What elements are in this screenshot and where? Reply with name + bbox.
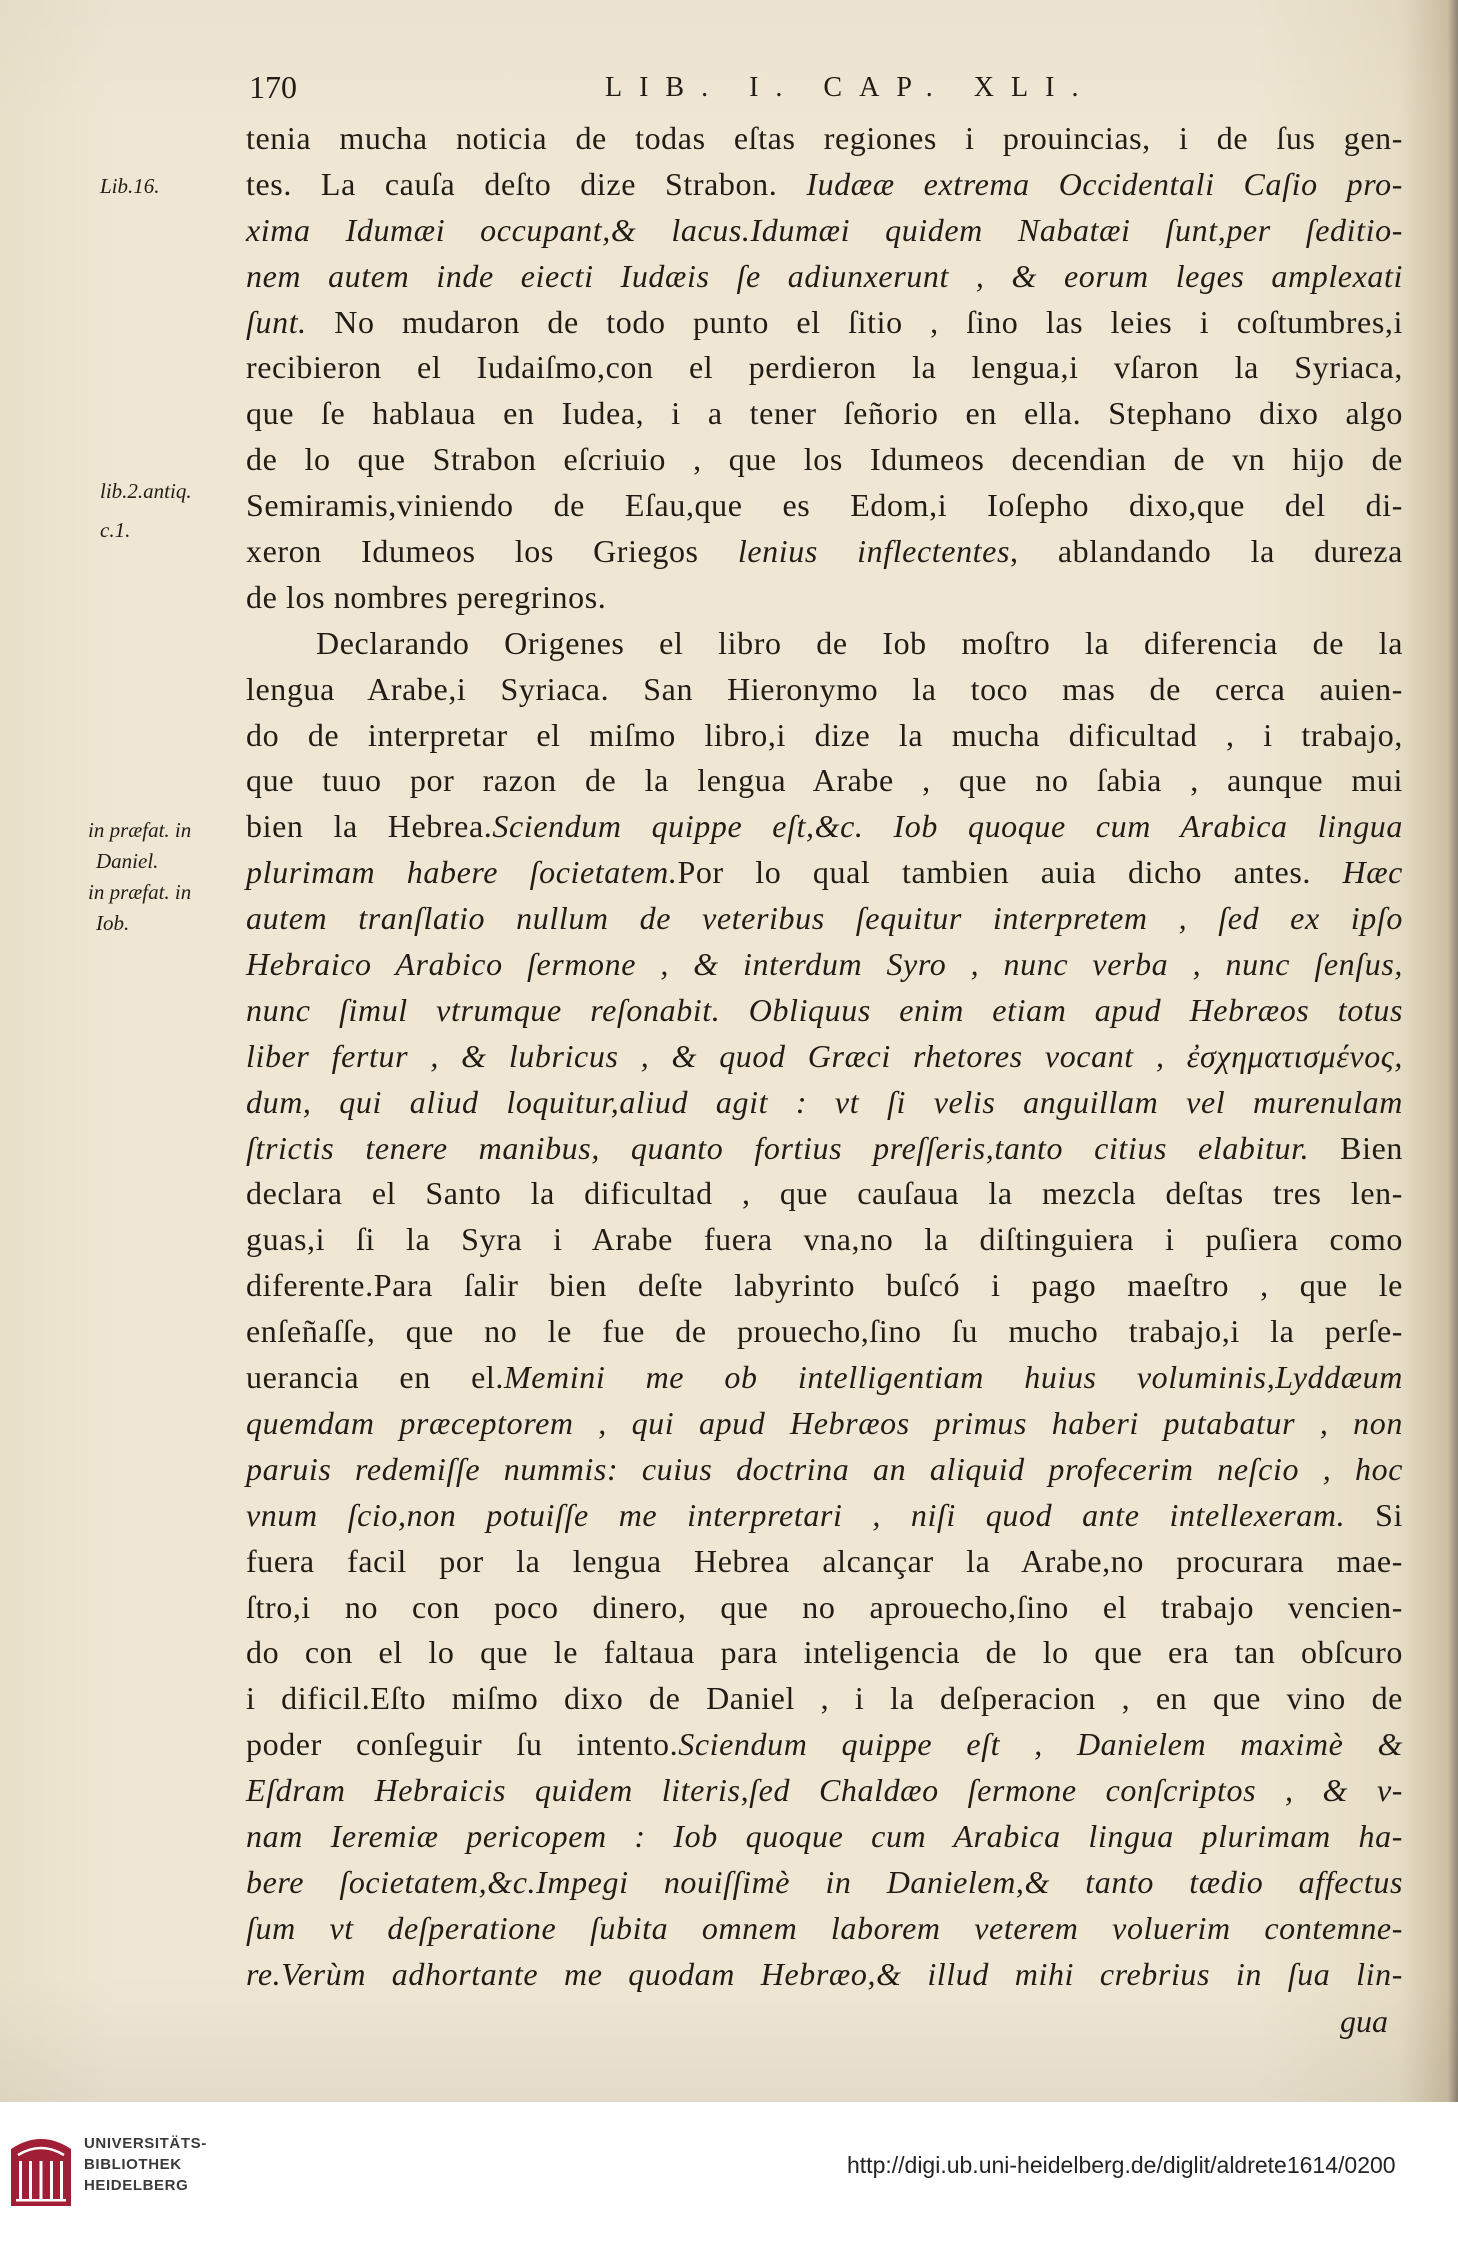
italic-text: Sciendum quippe eſt,&c. Iob quoque cum Arabica lingua (492, 808, 1403, 845)
italic-text: nem autem inde eiecti Iudæis ſe adiunxerunt , & eorum leges amplexati (246, 257, 1403, 294)
roman-text: guas,i ſi la Syra i Arabe fuera vna,no la diſtinguiera i puſiera como (246, 1221, 1403, 1258)
text-line (246, 162, 1403, 208)
digitization-footer (0, 2102, 1458, 2242)
roman-text: poder conſeguir ſu intento. (246, 1726, 679, 1763)
italic-text: Iudææ extrema Occidentali Caſio pro- (806, 165, 1403, 202)
text-line (246, 1906, 1403, 1952)
roman-text: bien la Hebrea. (246, 808, 493, 845)
library-name (84, 2133, 207, 2196)
page-number: 170 (249, 69, 297, 105)
margin-note-line: c.1. (100, 518, 131, 542)
text-line (246, 1539, 1403, 1585)
roman-text: de lo que Strabon eſcriuio , que los Idumeos decendian de vn hijo de (246, 441, 1403, 478)
roman-text: Por lo qual tambien auia dicho antes. (677, 854, 1343, 891)
italic-text: dum, qui aliud loquitur,aliud agit : vt ſi velis anguillam vel murenulam (246, 1083, 1403, 1120)
text-line (246, 758, 1403, 804)
roman-text: ſtro,i no con poco dinero, que no aprouecho,ſino el trabajo vencien- (246, 1588, 1403, 1625)
margin-note (100, 172, 160, 200)
text-line (246, 804, 1403, 850)
library-logo-icon-graphic (8, 2131, 74, 2207)
roman-text: No mudaron de todo punto el ſitio , ſino las leies i coſtumbres,i (306, 303, 1403, 340)
italic-text: Hæc (1342, 854, 1403, 891)
italic-text: vnum ſcio,non potuiſſe me interpretari , niſi quod ante intellexeram. (246, 1496, 1346, 1533)
roman-text: lengua Arabe,i Syriaca. San Hieronymo la toco mas de cerca auien- (246, 670, 1403, 707)
roman-text: tenia mucha noticia de todas eſtas regiones i prouincias, i de ſus gen- (246, 120, 1403, 156)
roman-text: diferente.Para ſalir bien deſte labyrinto buſcó i pago maeſtro , que le (246, 1267, 1403, 1304)
roman-text: xeron Idumeos los Griegos (246, 533, 738, 570)
text-line (246, 1126, 1403, 1172)
text-line (246, 391, 1403, 437)
italic-text: nunc ſimul vtrumque reſonabit. Obliquus enim etiam apud Hebræos totus (246, 991, 1403, 1028)
text-line (246, 1676, 1403, 1722)
italic-text: re.Verùm adhortante me quodam Hebræo,& illud mihi crebrius in ſua lin- (246, 1955, 1403, 1992)
roman-text: i dificil.Eſto miſmo dixo de Daniel , i la deſperacion , en que vino de (246, 1680, 1403, 1717)
text-line (246, 483, 1403, 529)
text-line (246, 1860, 1403, 1906)
italic-text: ſtrictis tenere manibus, quanto fortius preſſeris,tanto citius elabitur. (246, 1129, 1310, 1166)
italic-text: quemdam præceptorem , qui apud Hebræos primus haberi putabatur , non (246, 1404, 1403, 1441)
text-line (246, 437, 1403, 483)
text-line (246, 850, 1403, 896)
text-line (246, 116, 1403, 162)
text-line (246, 1263, 1403, 1309)
italic-text: Memini me ob intelligentiam huius voluminis,Lyddæum (503, 1359, 1403, 1396)
text-line (246, 254, 1403, 300)
text-line (246, 208, 1403, 254)
text-line (246, 667, 1403, 713)
text-line (246, 1493, 1403, 1539)
italic-text: nam Ieremiæ pericopem : Iob quoque cum Arabica lingua plurimam ha- (246, 1817, 1403, 1854)
italic-text: bere ſocietatem,&c.Impegi nouiſſimè in Danielem,& tanto tædio affectus (246, 1863, 1403, 1900)
catchword: gua (1340, 2003, 1388, 2039)
roman-text: declara el Santo la dificultad , que cauſaua la mezcla deſtas tres len- (246, 1175, 1403, 1212)
roman-text: , ablandando la dureza (1010, 533, 1403, 570)
roman-text: Bien (1309, 1129, 1404, 1166)
roman-text: do de interpretar el miſmo libro,i dize la mucha dificultad , i trabajo, (246, 716, 1403, 753)
roman-text: Si (1345, 1496, 1403, 1533)
roman-text: de los nombres peregrinos. (246, 578, 607, 615)
library-logo-icon (8, 2131, 74, 2207)
text-line (246, 1355, 1403, 1401)
margin-note (100, 472, 192, 550)
italic-text: Eſdram Hebraicis quidem literis,ſed Chaldæo ſermone conſcriptos , & v- (246, 1772, 1403, 1809)
italic-text: Sciendum quippe eſt , Danielem maximè & (678, 1726, 1403, 1763)
body-text (246, 116, 1403, 1998)
roman-text: recibieron el Iudaiſmo,con el perdieron la lengua,i vſaron la Syriaca, (246, 349, 1403, 386)
italic-text: plurimam habere ſocietatem. (246, 854, 678, 891)
text-line (246, 1814, 1403, 1860)
text-line (246, 1722, 1403, 1768)
text-line (246, 300, 1403, 346)
library-name-line: HEIDELBERG (84, 2177, 189, 2194)
permalink-url: http://digi.ub.uni-heidelberg.de/diglit/aldrete1614/0200 (847, 2152, 1396, 2178)
text-line (246, 1034, 1403, 1080)
text-line (246, 713, 1403, 759)
italic-text: xima Idumæi occupant,& lacus.Idumæi quidem Nabatæi ſunt,per ſeditio- (246, 211, 1403, 248)
text-line (246, 1447, 1403, 1493)
italic-text: liber fertur , & lubricus , & quod Græci rhetores vocant , ἐσχηματισμένος, (246, 1037, 1403, 1074)
text-line (246, 1585, 1403, 1631)
margin-note-line: in præfat. in (88, 880, 192, 904)
roman-text: enſeñaſſe, que no le fue de prouecho,ſino ſu mucho trabajo,i la perſe- (246, 1313, 1403, 1350)
roman-text: que tuuo por razon de la lengua Arabe , que no ſabia , aunque mui (246, 762, 1403, 799)
text-line (246, 942, 1403, 988)
margin-note-line: lib.2.antiq. (100, 479, 192, 503)
library-name-line: UNIVERSITÄTS- (84, 2135, 207, 2152)
text-line (246, 1768, 1403, 1814)
roman-text: tes. La cauſa deſto dize Strabon. (246, 165, 807, 202)
margin-note-line: in præfat. in (88, 818, 192, 842)
margin-note-line: Lib.16. (100, 174, 160, 198)
italic-text: autem tranſlatio nullum de veteribus ſequitur interpretem , ſed ex ipſo (246, 900, 1403, 937)
text-line (246, 1952, 1403, 1998)
italic-text: ſunt. (246, 303, 307, 340)
italic-text: paruis redemiſſe nummis: cuius doctrina an aliquid profecerim neſcio , hoc (246, 1450, 1403, 1487)
text-line (246, 1309, 1403, 1355)
roman-text: uerancia en el. (246, 1359, 504, 1396)
text-line (246, 988, 1403, 1034)
text-line (246, 1401, 1403, 1447)
text-line (246, 575, 1403, 621)
library-name-line: BIBLIOTHEK (84, 2156, 182, 2173)
margin-note-line: Iob. (96, 911, 130, 935)
margin-note-line: Daniel. (96, 849, 159, 873)
text-line (246, 1080, 1403, 1126)
text-line (246, 621, 1403, 667)
roman-text: fuera facil por la lengua Hebrea alcançar la Arabe,no procurara mae- (246, 1542, 1403, 1579)
text-line (246, 1171, 1403, 1217)
text-line (246, 1217, 1403, 1263)
roman-text: Semiramis,viniendo de Eſau,que es Edom,i Ioſepho dixo,que del di- (246, 487, 1403, 524)
margin-note (88, 815, 191, 939)
italic-text: Hebraico Arabico ſermone , & interdum Syro , nunc verba , nunc ſenſus, (246, 946, 1403, 983)
running-title: LIB. I. CAP. XLI. (605, 72, 1096, 103)
text-line (246, 345, 1403, 391)
italic-text: lenius inflectentes (737, 533, 1011, 570)
italic-text: ſum vt deſperatione ſubita omnem laborem veterem voluerim contemne- (246, 1909, 1403, 1946)
text-line (246, 896, 1403, 942)
text-line (246, 529, 1403, 575)
text-line (246, 1630, 1403, 1676)
roman-text: do con el lo que le faltaua para inteligencia de lo que era tan obſcuro (246, 1634, 1403, 1671)
roman-text: que ſe hablaua en Iudea, i a tener ſeñorio en ella. Stephano dixo algo (246, 395, 1403, 432)
roman-text: Declarando Origenes el libro de Iob moſtro la diferencia de la (316, 624, 1403, 661)
